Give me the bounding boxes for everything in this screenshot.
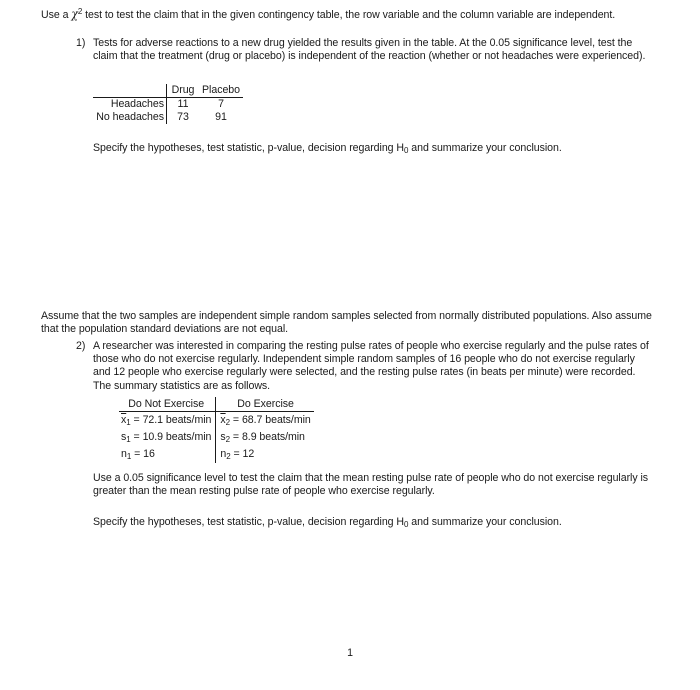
table-row (93, 111, 243, 124)
table-cell: 91 (215, 111, 227, 123)
row-label: Headaches (93, 98, 167, 112)
problem1-instructions: Specify the hypotheses, test statistic, p-value, decision regarding H0 and summarize your conclusion. (93, 142, 562, 155)
column-header: Do Not Exercise (119, 397, 216, 412)
table-cell: $\overline{x}1 = 72.1$ beats/min (119, 412, 216, 430)
column-header: Do Exercise (216, 397, 314, 412)
intro-text-end: test to test the claim that in the given contingency table, the row variable and the column variable are independent. (82, 9, 616, 21)
chi-exponent: 2 (77, 7, 83, 16)
problem2-number: 2) (76, 340, 86, 352)
problem2-question: Use a 0.05 significance level to test the claim that the mean resting pulse rate of people who do not exercise regularly is greater than the mean resting pulse rate of people who exercise regularly. (93, 472, 649, 498)
table-row (119, 446, 314, 463)
table-cell: 73 (177, 111, 189, 123)
table-header-row (93, 84, 243, 98)
assumption-paragraph: Assume that the two samples are independent simple random samples selected from normally distributed populations. Also assume that the population standard deviations are not equal. (41, 310, 652, 336)
table-cell: 11 (177, 98, 189, 110)
table-cell: s1 = 10.9 beats/min (119, 429, 216, 446)
problem2-text: A researcher was interested in comparing the resting pulse rates of people who exercise regularly and the pulse rates of those who do not exercise regularly. Independent simple random samples of 16 people who do not exercise regularly and 12 people who exercise regularly were selected, and the resting pulse rates (in beats per minute) were recorded. The summary statistics are as follows. (93, 340, 649, 392)
table-cell: s2 = 8.9 beats/min (220, 431, 305, 444)
table-row (119, 412, 314, 430)
h0-subscript: 0 (404, 520, 409, 529)
table-row (93, 98, 243, 112)
table-cell: n1 = 16 (119, 446, 216, 463)
problem1-text: Tests for adverse reactions to a new drug yielded the results given in the table. At the 0.05 significance level, test the claim that the treatment (drug or placebo) is independent of the reaction (whether or not headaches were experienced). (93, 37, 646, 63)
h0-subscript: 0 (404, 146, 409, 155)
row-label: No headaches (93, 111, 167, 124)
contingency-table (93, 84, 243, 124)
table-cell: 7 (218, 98, 224, 110)
problem1-number: 1) (76, 37, 86, 49)
table-row (119, 429, 314, 446)
column-header: Placebo (199, 84, 243, 98)
table-header-row (119, 397, 314, 412)
column-header: Drug (167, 84, 200, 98)
intro-text-start: Use a (41, 9, 72, 21)
intro-paragraph (41, 8, 641, 22)
summary-statistics-table (119, 397, 314, 463)
problem2-instructions: Specify the hypotheses, test statistic, p-value, decision regarding H0 and summarize your conclusion. (93, 516, 562, 529)
chi-symbol: χ (71, 7, 78, 21)
table-cell: n2 = 12 (220, 448, 255, 461)
table-cell: $\overline{x}2 = 68.7$ beats/min (220, 414, 311, 427)
page-number: 1 (347, 647, 353, 659)
